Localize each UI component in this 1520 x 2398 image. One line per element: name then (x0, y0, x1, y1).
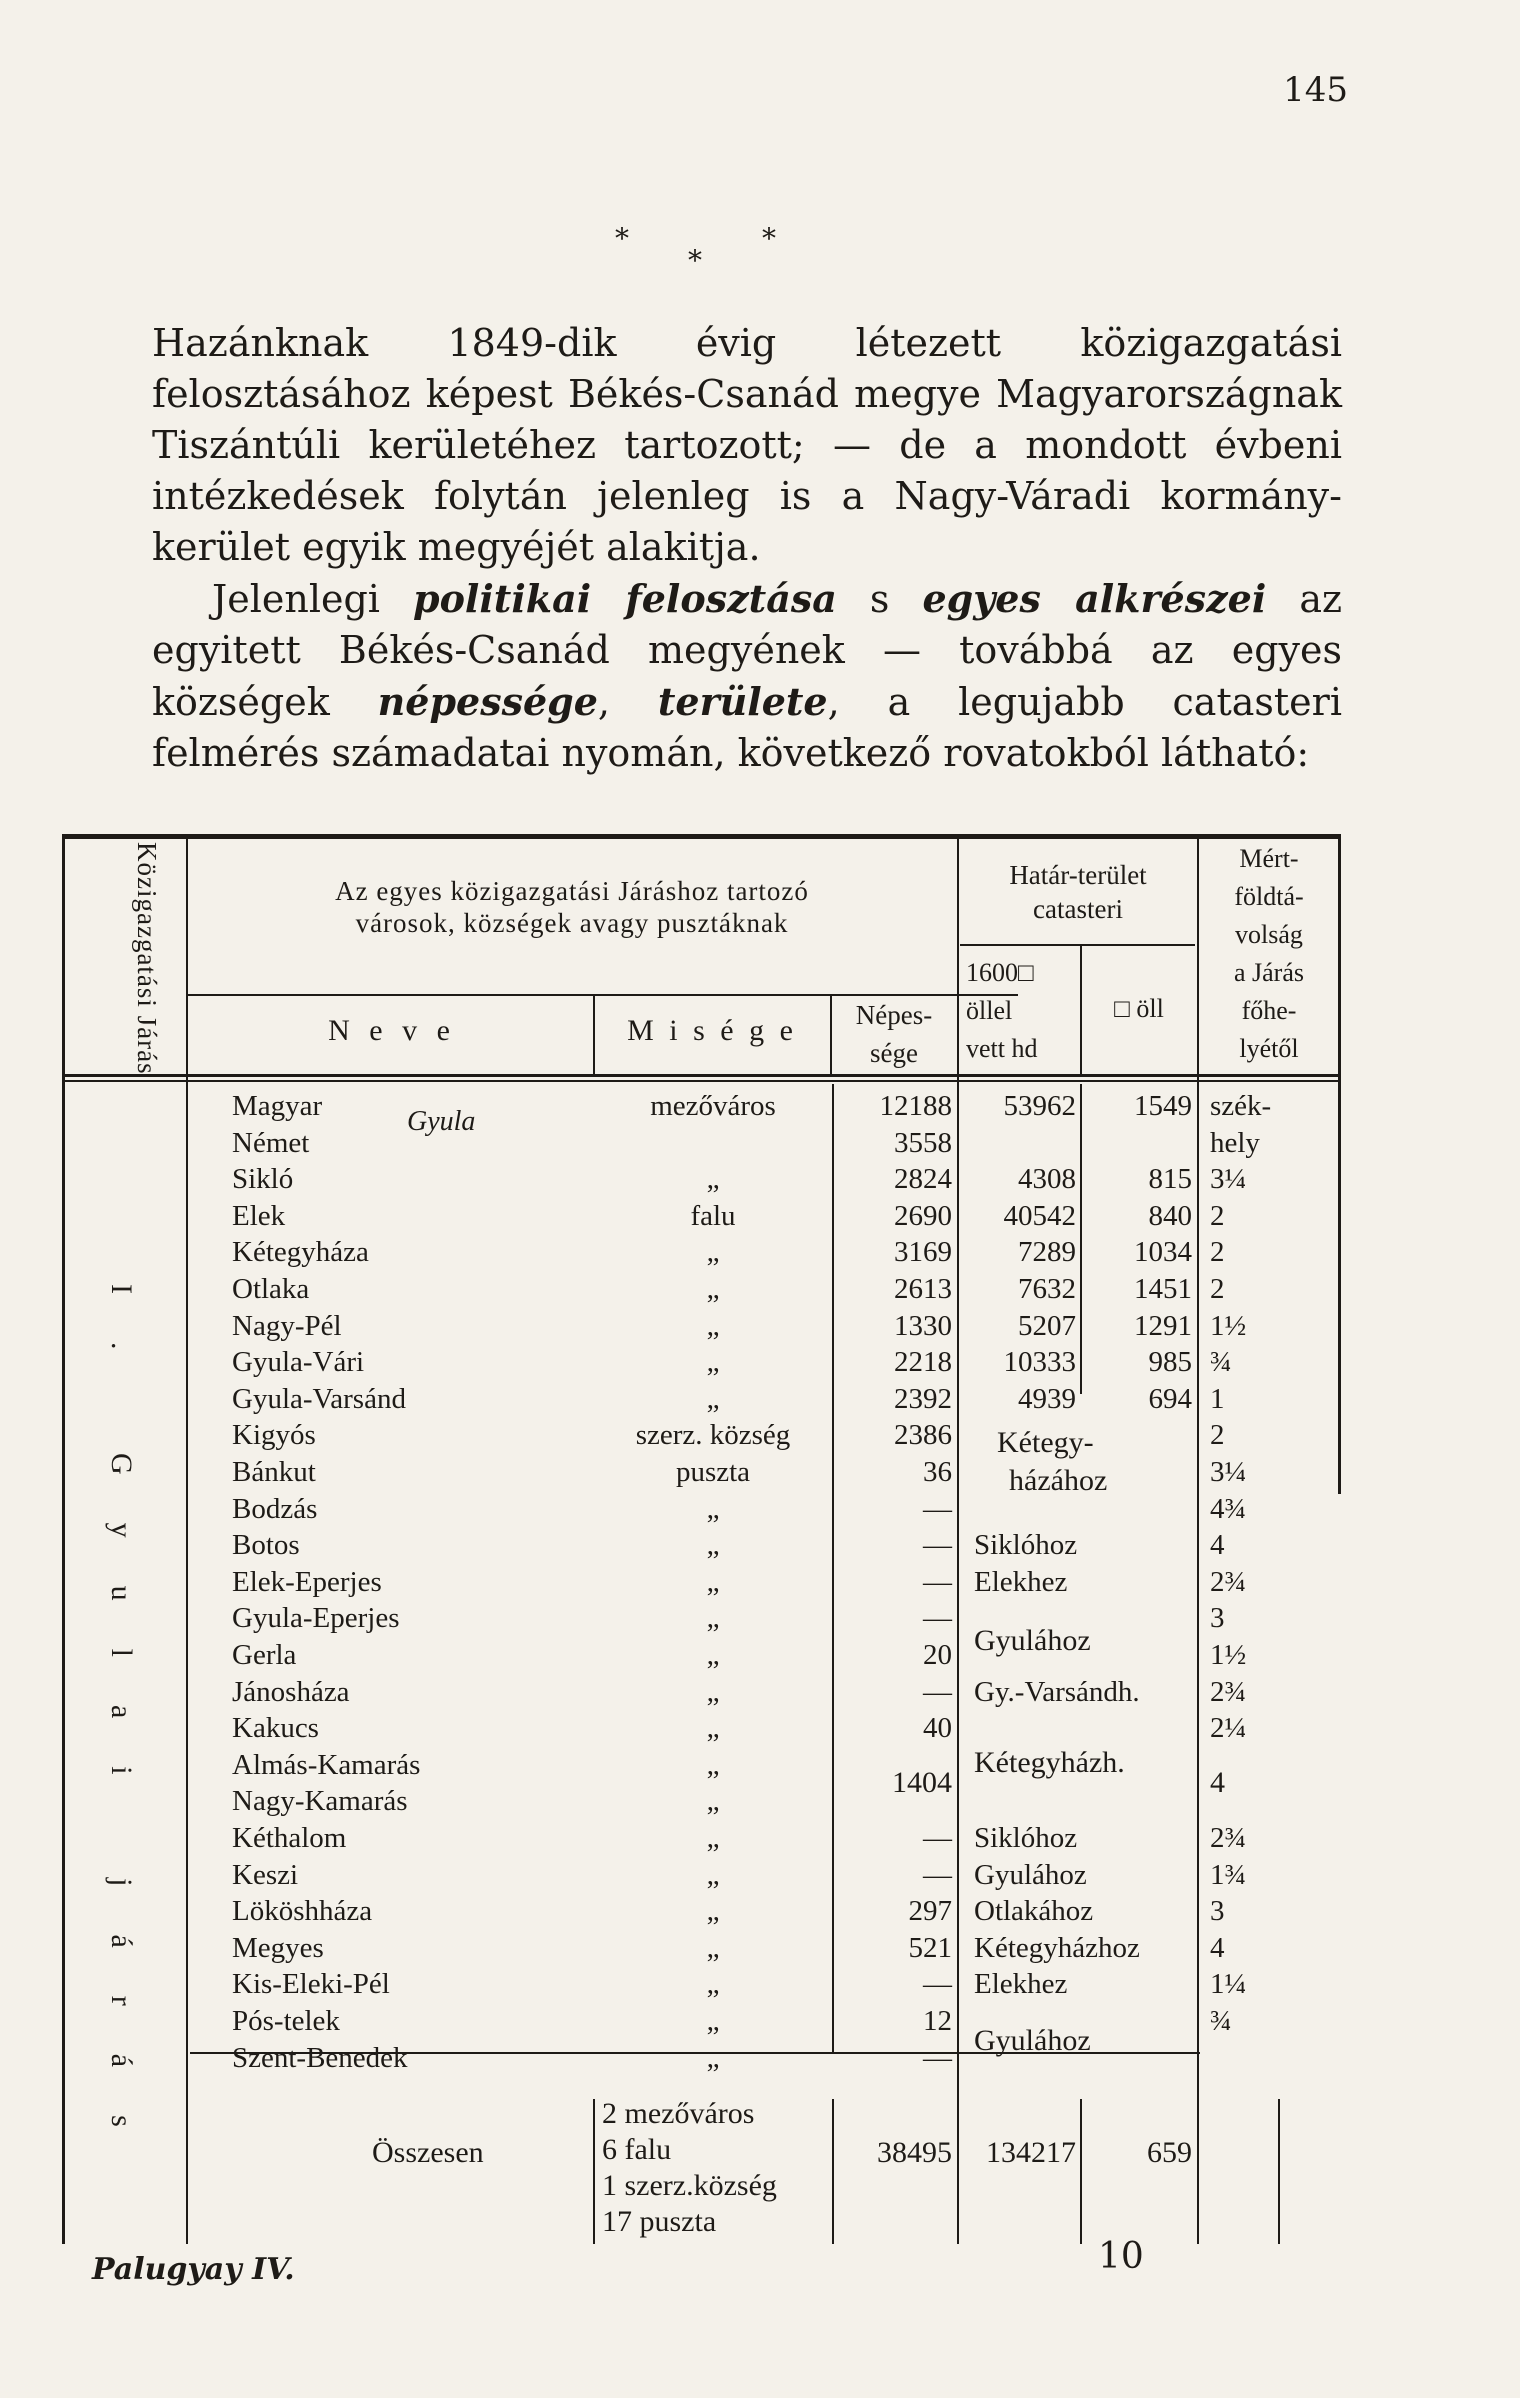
emphasis: politikai felosztása (413, 576, 837, 621)
span-almas-hold: Kétegyházh. (974, 1746, 1125, 1779)
row-name: Bodzás (232, 1492, 318, 1525)
row-hold: Kétegyházhoz (974, 1931, 1140, 1964)
row-pop: — (923, 1529, 952, 1562)
row-type: „ (706, 1748, 720, 1781)
row-type: „ (706, 1931, 720, 1964)
footer-number: 10 (1098, 2236, 1144, 2277)
row-dist: 2 (1210, 1199, 1225, 1232)
row-dist: 2¾ (1210, 1565, 1247, 1598)
row-dist: 3 (1210, 1895, 1225, 1928)
row-dist: 4¾ (1210, 1492, 1247, 1525)
col-area-hold-1: 1600□ (966, 958, 1034, 987)
row-name: Gyula-Varsánd (232, 1382, 406, 1415)
row-pop: — (923, 1968, 952, 2001)
row-hold: Elekhez (974, 1968, 1068, 2001)
row-name: Botos (232, 1529, 300, 1562)
row-ol: 1034 (1134, 1236, 1192, 1269)
row-hold: Otlakához (974, 1895, 1094, 1928)
row-hold: 7289 (1018, 1236, 1076, 1269)
row-pop: 2386 (894, 1419, 952, 1452)
row-type: „ (706, 1163, 720, 1196)
row-dist: ¾ (1210, 1346, 1232, 1379)
total-label: Összesen (372, 2136, 484, 2169)
span-ketegy-2: házához (1009, 1464, 1108, 1497)
row-name: Elek-Eperjes (232, 1565, 382, 1598)
row-ol: 1549 (1134, 1090, 1192, 1122)
row-ol: 1451 (1134, 1273, 1192, 1305)
row-name: Kétegyháza (232, 1236, 369, 1269)
row-pop: 2218 (894, 1346, 952, 1379)
row-dist: 4 (1210, 1529, 1225, 1562)
row-hold: Elekhez (974, 1565, 1068, 1598)
text: s (836, 577, 923, 621)
group-header-line-2: városok, községek avagy pusztáknak (355, 908, 789, 938)
row-dist: 2 (1210, 1236, 1225, 1269)
row-hold: 7632 (1018, 1273, 1076, 1305)
col-dist-header-4: a Járás (1233, 958, 1304, 987)
col-pop-header-1: Népes- (855, 1000, 933, 1030)
row-name: Kakucs (232, 1712, 319, 1745)
row-ol: 840 (1148, 1199, 1192, 1232)
emphasis: területe (657, 679, 828, 724)
row-hold: 53962 (1003, 1090, 1076, 1122)
row-pop: 2824 (894, 1163, 952, 1196)
ornament-star: * (615, 222, 629, 255)
row-type: „ (706, 1639, 720, 1671)
row-dist: szék- (1210, 1090, 1272, 1122)
statistics-table (62, 834, 1342, 2244)
total-type: 6 falu (602, 2133, 672, 2166)
row-hold: 10333 (1003, 1346, 1076, 1379)
row-dist: 2 (1210, 1419, 1225, 1452)
row-ol: 985 (1148, 1346, 1192, 1379)
row-type: „ (706, 1309, 720, 1342)
row-dist: 1 (1210, 1382, 1225, 1415)
row-name: Almás-Kamarás (232, 1748, 421, 1781)
total-hold: 134217 (986, 2136, 1076, 2169)
row-type: „ (706, 1492, 720, 1525)
span-ketegy-1: Kétegy- (997, 1426, 1094, 1459)
col-pop-header-2: sége (870, 1038, 918, 1068)
row-name: Sikló (232, 1163, 294, 1196)
row-dist: 3¼ (1210, 1456, 1247, 1488)
row-name: Otlaka (232, 1273, 310, 1305)
col-dist-header-2: földtá- (1234, 882, 1304, 911)
span-gyulahoz-2: Gyulához (974, 2024, 1091, 2057)
emphasis: népessége (377, 679, 598, 724)
emphasis: egyes alkrészei (922, 576, 1267, 621)
row-type: „ (706, 2041, 720, 2074)
row-pop: 3558 (894, 1126, 952, 1159)
row-dist: 2¼ (1210, 1712, 1247, 1745)
ornament-star: * (762, 222, 776, 255)
row-type: „ (706, 1346, 720, 1379)
row-type: „ (706, 1529, 720, 1562)
span-ketegy (977, 1424, 1107, 1500)
row-dist: 3¼ (1210, 1163, 1247, 1196)
row-pop: 3169 (894, 1236, 952, 1269)
row-name: Német (232, 1126, 310, 1159)
footer-signature: Palugyay IV. (92, 2252, 295, 2287)
col-area-hold-2: öllel (966, 996, 1013, 1025)
row-name: Magyar (232, 1090, 323, 1122)
row-type: „ (706, 1236, 720, 1269)
col-type-header: M i s é g e (627, 1014, 797, 1047)
row-name: Kigyós (232, 1419, 316, 1452)
row-ol: 815 (1148, 1163, 1192, 1196)
row-hold: 4308 (1018, 1163, 1076, 1196)
row-dist: 1½ (1210, 1309, 1247, 1342)
row-pop: 12 (923, 2005, 952, 2037)
row-dist: hely (1210, 1126, 1260, 1159)
col-dist-header (1199, 840, 1339, 1068)
row-hold: 4939 (1018, 1382, 1076, 1415)
row-hold: Gyulához (974, 1858, 1087, 1891)
row-dist: 2 (1210, 1273, 1225, 1305)
col-jaras-header: Közigazgatási Járás (132, 842, 162, 1075)
row-hold: Siklóhoz (974, 1529, 1078, 1562)
text: Jelenlegi (212, 577, 414, 621)
row-dist: 4 (1210, 1931, 1225, 1964)
row-pop: 2392 (894, 1382, 952, 1415)
row-ol: 1291 (1134, 1309, 1192, 1342)
row-pop: 20 (923, 1639, 952, 1671)
row-name: Kis-Eleki-Pél (232, 1968, 390, 2001)
row-type: „ (706, 1895, 720, 1928)
col-name-header: N e v e (328, 1014, 456, 1047)
span-almas-dist: 4 (1210, 1766, 1225, 1799)
row-name: Szent-Benedek (232, 2041, 408, 2074)
row-pop: — (923, 2041, 952, 2074)
row-pop: 1330 (894, 1309, 952, 1342)
total-ol: 659 (1147, 2136, 1192, 2169)
col-dist-header-1: Mért- (1239, 844, 1299, 873)
col-area-header-2: catasteri (1033, 894, 1123, 924)
text: az egyitett Békés-Csanád megyének — továbbá az egyes községek (152, 577, 1342, 724)
total-type: 2 mezőváros (602, 2097, 755, 2130)
col-dist-header-5: főhe- (1241, 996, 1297, 1025)
total-pop: 38495 (877, 2136, 952, 2169)
row-dist: 3 (1210, 1602, 1225, 1635)
row-pop: — (923, 1675, 952, 1708)
col-area-header-1: Határ-terület (1009, 860, 1147, 890)
row-dist: 2¾ (1210, 1675, 1247, 1708)
col-area-hold-header (966, 954, 1038, 1068)
total-type: 1 szerz.község (602, 2169, 777, 2202)
row-hold: 5207 (1018, 1309, 1076, 1342)
row-pop: — (923, 1858, 952, 1891)
row-dist: 2¾ (1210, 1822, 1247, 1854)
page-number: 145 (1283, 70, 1348, 110)
row-name: Jánosháza (232, 1675, 350, 1708)
row-pop: — (923, 1602, 952, 1635)
col-area-header (960, 858, 1196, 926)
total-type: 17 puszta (602, 2205, 717, 2238)
row-pop: — (923, 1492, 952, 1525)
row-dist: 1¾ (1210, 1858, 1247, 1891)
row-name: Gyula-Vári (232, 1346, 365, 1379)
row-dist: 1¼ (1210, 1968, 1247, 2001)
row-dist: 1½ (1210, 1639, 1247, 1671)
row-type: „ (706, 1822, 720, 1854)
row-type: „ (706, 1712, 720, 1745)
span-almas-pop: 1404 (892, 1766, 952, 1799)
group-header-line-1: Az egyes közigazgatási Járáshoz tartozó (335, 876, 809, 906)
row-type: „ (706, 1565, 720, 1598)
col-area-ol-header: □ öll (1114, 994, 1164, 1023)
row-pop: 36 (923, 1456, 952, 1488)
row-name: Megyes (232, 1931, 324, 1964)
text: , a legujabb catasteri felmérés számadatai nyomán, következő rovatokból látható: (152, 680, 1342, 775)
row-type: szerz. község (635, 1419, 791, 1452)
row-name: Nagy-Kamarás (232, 1785, 408, 1818)
row-type: mezőváros (650, 1090, 776, 1122)
row-name: Gerla (232, 1639, 297, 1671)
row-name: Nagy-Pél (232, 1309, 342, 1342)
row-hold: Siklóhoz (974, 1822, 1078, 1854)
row-type: „ (706, 1675, 720, 1708)
gyula-label: Gyula (407, 1106, 476, 1137)
intro-paragraph-2 (152, 573, 1342, 779)
row-pop: — (923, 1822, 952, 1854)
row-type: „ (706, 1968, 720, 2001)
row-name: Keszi (232, 1858, 299, 1891)
row-pop: 40 (923, 1712, 952, 1745)
row-name: Bánkut (232, 1456, 316, 1488)
intro-paragraph-1: Hazánknak 1849-dik évig létezett közigazgatási felosztásához képest Békés-Csanád megye Magyarországnak Tiszántúli kerületéhez tartozott; — de a mondott évbeni intézkedések folytán jelenleg is a Nagy-Váradi kormány-kerület egyik megyéjét alakitja. (152, 321, 1342, 569)
row-hold: 40542 (1003, 1199, 1076, 1232)
row-pop: 297 (908, 1895, 952, 1928)
row-name: Pós-telek (232, 2005, 340, 2037)
row-type: puszta (675, 1456, 751, 1488)
row-type: „ (706, 1858, 720, 1891)
row-type: „ (706, 1602, 720, 1635)
row-ol: 694 (1148, 1382, 1192, 1415)
ornament-star: * (688, 244, 702, 277)
intro-text (152, 318, 1342, 779)
district-label: I. Gyulai járás (105, 1284, 138, 2175)
span-gyulahoz-1: Gyulához (974, 1624, 1091, 1657)
row-type: „ (706, 1382, 720, 1415)
row-type: „ (706, 1273, 720, 1305)
ornament (0, 210, 1520, 277)
row-pop: — (923, 1565, 952, 1598)
row-type: falu (690, 1199, 736, 1232)
row-dist: ¾ (1210, 2005, 1232, 2037)
col-pop-header (834, 996, 954, 1072)
col-area-hold-3: vett hd (966, 1034, 1038, 1063)
col-dist-header-3: volság (1235, 920, 1303, 949)
row-name: Kéthalom (232, 1822, 347, 1854)
row-pop: 521 (908, 1931, 952, 1964)
row-type: „ (706, 2005, 720, 2037)
row-hold: Gy.-Varsándh. (974, 1675, 1140, 1708)
row-type: „ (706, 1785, 720, 1818)
text: , (597, 680, 658, 724)
row-pop: 12188 (879, 1090, 952, 1122)
row-name: Elek (232, 1199, 286, 1232)
total-types (602, 2096, 777, 2240)
row-name: Lököshháza (232, 1895, 373, 1928)
col-dist-header-6: lyétől (1239, 1034, 1299, 1063)
row-pop: 2613 (894, 1273, 952, 1305)
row-name: Gyula-Eperjes (232, 1602, 400, 1635)
row-pop: 2690 (894, 1199, 952, 1232)
